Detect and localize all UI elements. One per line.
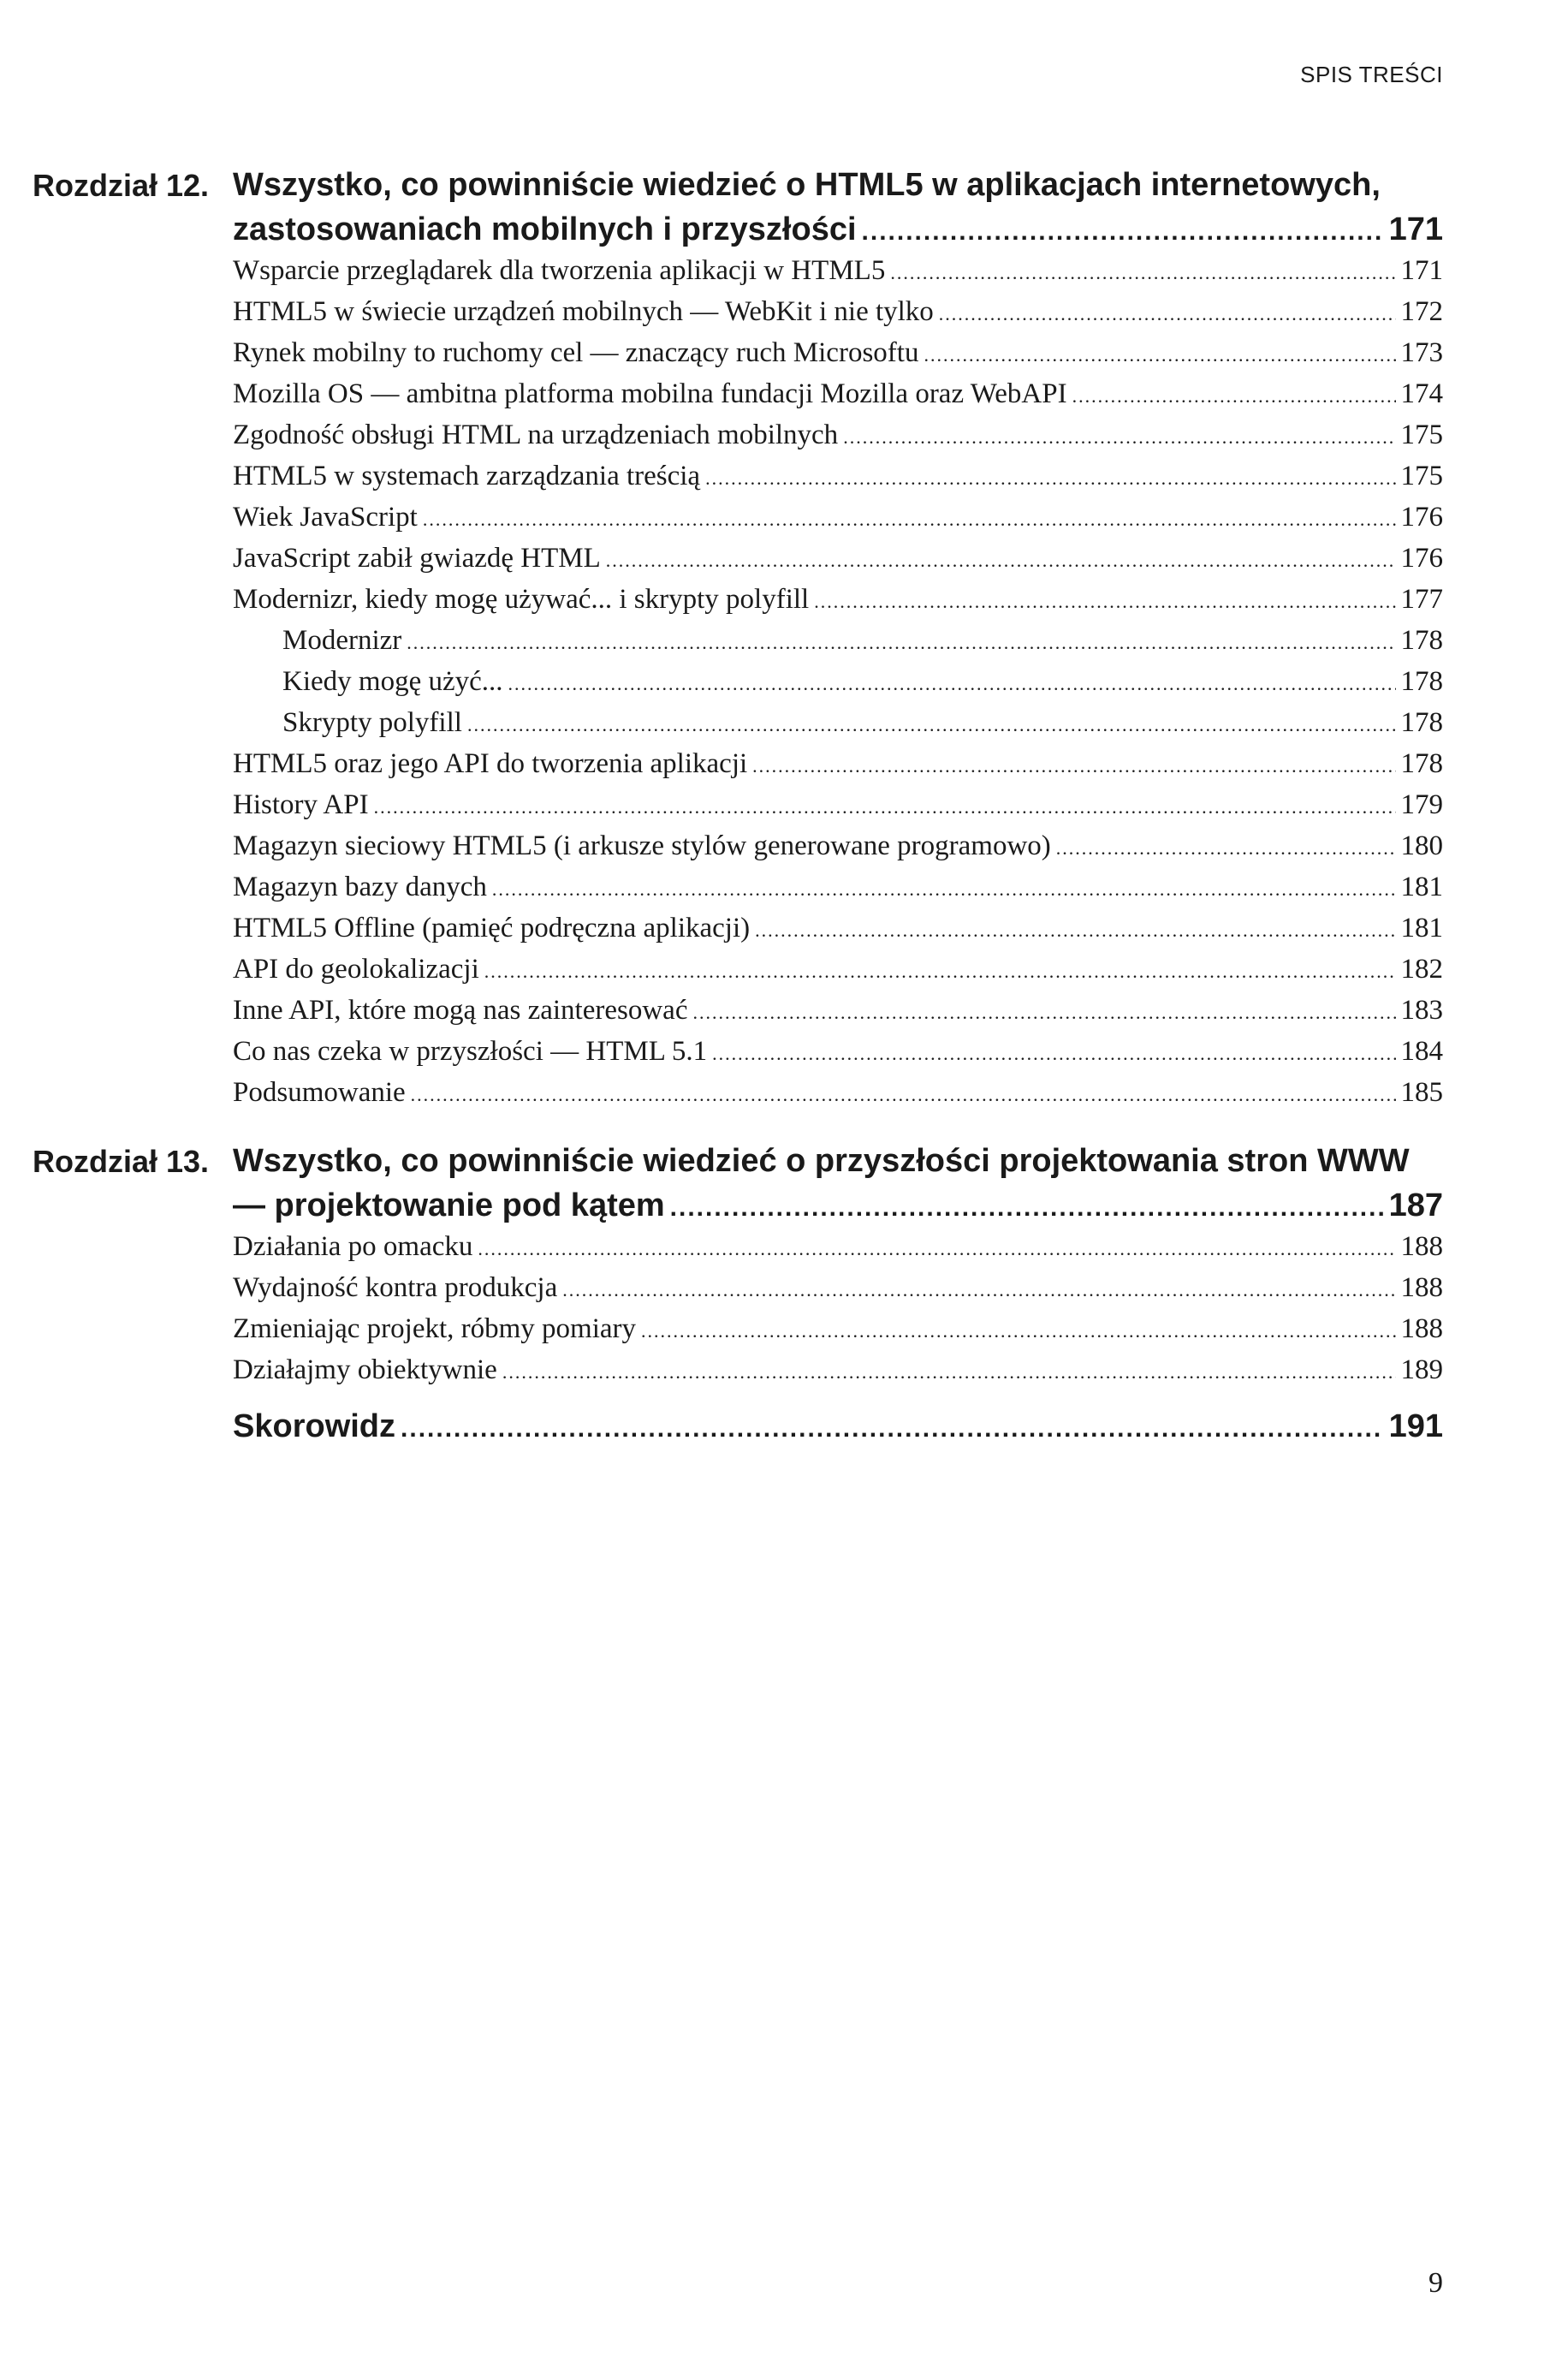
dot-leader bbox=[755, 910, 1395, 951]
chapter-title-line2 bbox=[233, 207, 1443, 254]
toc-entry bbox=[233, 1226, 1443, 1267]
entry-page: 178 bbox=[1400, 666, 1443, 697]
entry-text: Modernizr, kiedy mogę używać... i skrypty polyfill bbox=[233, 584, 810, 615]
entry-page: 172 bbox=[1400, 296, 1443, 327]
entry-page: 174 bbox=[1400, 378, 1443, 409]
entry-text: Mozilla OS — ambitna platforma mobilna fundacji Mozilla oraz WebAPI bbox=[233, 378, 1067, 409]
chapter-page: 171 bbox=[1388, 211, 1443, 247]
entry-text: Kiedy mogę użyć... bbox=[282, 666, 503, 697]
entry-text: Wydajność kontra produkcja bbox=[233, 1272, 558, 1303]
dot-leader bbox=[484, 951, 1396, 992]
entry-text: HTML5 Offline (pamięć podręczna aplikacji) bbox=[233, 913, 751, 943]
dot-leader bbox=[705, 458, 1395, 499]
dot-leader bbox=[670, 1186, 1384, 1230]
entry-page: 175 bbox=[1400, 420, 1443, 450]
entry-page: 188 bbox=[1400, 1313, 1443, 1344]
index-entry bbox=[233, 1404, 1443, 1451]
toc-subentry bbox=[233, 702, 1443, 743]
toc-subentry bbox=[233, 661, 1443, 702]
entry-text: Co nas czeka w przyszłości — HTML 5.1 bbox=[233, 1036, 708, 1067]
entry-page: 179 bbox=[1400, 789, 1443, 820]
toc-entry bbox=[233, 990, 1443, 1031]
entry-text: Wsparcie przeglądarek dla tworzenia aplikacji w HTML5 bbox=[233, 255, 886, 286]
entry-text: History API bbox=[233, 789, 369, 820]
dot-leader bbox=[562, 1270, 1395, 1311]
entry-text: HTML5 oraz jego API do tworzenia aplikacji bbox=[233, 748, 748, 779]
page-number: 9 bbox=[1428, 2267, 1443, 2299]
entry-text: JavaScript zabił gwiazdę HTML bbox=[233, 543, 601, 574]
index-page: 191 bbox=[1388, 1408, 1443, 1444]
dot-leader bbox=[606, 540, 1396, 581]
entry-page: 183 bbox=[1400, 995, 1443, 1026]
dot-leader bbox=[502, 1352, 1396, 1393]
dot-leader bbox=[712, 1033, 1395, 1074]
entry-text: HTML5 w świecie urządzeń mobilnych — WebKit i nie tylko bbox=[233, 296, 934, 327]
toc-entry bbox=[233, 579, 1443, 620]
toc-entry bbox=[233, 538, 1443, 579]
dot-leader bbox=[814, 581, 1395, 622]
dot-leader bbox=[924, 335, 1395, 376]
toc-subentry bbox=[233, 620, 1443, 661]
dot-leader bbox=[843, 417, 1395, 458]
entry-page: 176 bbox=[1400, 502, 1443, 533]
chapter-title-text: — projektowanie pod kątem bbox=[233, 1187, 665, 1223]
entry-text: Inne API, które mogą nas zainteresować bbox=[233, 995, 688, 1026]
entry-page: 180 bbox=[1400, 830, 1443, 861]
dot-leader bbox=[411, 1074, 1396, 1116]
chapter-label: Rozdział 12. bbox=[33, 168, 210, 203]
dot-leader bbox=[890, 253, 1395, 294]
entry-page: 182 bbox=[1400, 954, 1443, 985]
toc-entry bbox=[233, 908, 1443, 949]
toc-entry bbox=[233, 784, 1443, 825]
chapter-label: Rozdział 13. bbox=[33, 1144, 210, 1179]
toc-entry bbox=[233, 1349, 1443, 1390]
dot-leader bbox=[407, 622, 1395, 664]
chapter-title-line1: Wszystko, co powinniście wiedzieć o HTML5 w aplikacjach internetowych, bbox=[233, 167, 1381, 203]
entry-text: Podsumowanie bbox=[233, 1077, 406, 1108]
toc-entry bbox=[233, 497, 1443, 538]
chapter-12-entries bbox=[233, 250, 1443, 1113]
entry-page: 178 bbox=[1400, 748, 1443, 779]
toc-entry bbox=[233, 414, 1443, 455]
entry-text: Skrypty polyfill bbox=[282, 707, 462, 738]
dot-leader bbox=[641, 1311, 1395, 1352]
entry-text: Zmieniając projekt, róbmy pomiary bbox=[233, 1313, 637, 1344]
toc-entry bbox=[233, 1308, 1443, 1349]
dot-leader bbox=[1056, 828, 1396, 869]
entry-text: Zgodność obsługi HTML na urządzeniach mobilnych bbox=[233, 420, 839, 450]
entry-text: Magazyn sieciowy HTML5 (i arkusze stylów generowane programowo) bbox=[233, 830, 1051, 861]
entry-page: 171 bbox=[1400, 255, 1443, 286]
toc-entry bbox=[233, 250, 1443, 291]
toc-entry bbox=[233, 743, 1443, 784]
chapter-title-text: zastosowaniach mobilnych i przyszłości bbox=[233, 211, 857, 247]
toc-entry bbox=[233, 825, 1443, 866]
entry-page: 184 bbox=[1400, 1036, 1443, 1067]
toc-entry bbox=[233, 1267, 1443, 1308]
entry-page: 175 bbox=[1400, 461, 1443, 491]
toc-entry bbox=[233, 373, 1443, 414]
toc-entry bbox=[233, 332, 1443, 373]
running-head: SPIS TREŚCI bbox=[1300, 62, 1443, 87]
dot-leader bbox=[401, 1407, 1384, 1451]
entry-text: Działajmy obiektywnie bbox=[233, 1354, 497, 1385]
entry-page: 185 bbox=[1400, 1077, 1443, 1108]
toc-entry bbox=[233, 1031, 1443, 1072]
index-label: Skorowidz bbox=[233, 1408, 396, 1444]
entry-page: 178 bbox=[1400, 707, 1443, 738]
chapter-page: 187 bbox=[1388, 1187, 1443, 1223]
dot-leader bbox=[1072, 376, 1396, 417]
dot-leader bbox=[939, 294, 1396, 335]
dot-leader bbox=[752, 746, 1395, 787]
entry-page: 188 bbox=[1400, 1231, 1443, 1262]
entry-page: 189 bbox=[1400, 1354, 1443, 1385]
dot-leader bbox=[508, 664, 1396, 705]
chapter-13-entries bbox=[233, 1226, 1443, 1390]
chapter-title-line2 bbox=[233, 1183, 1443, 1230]
entry-page: 188 bbox=[1400, 1272, 1443, 1303]
dot-leader bbox=[692, 992, 1395, 1033]
entry-text: Działania po omacku bbox=[233, 1231, 473, 1262]
entry-text: Magazyn bazy danych bbox=[233, 872, 487, 902]
toc-entry bbox=[233, 455, 1443, 497]
entry-text: API do geolokalizacji bbox=[233, 954, 479, 985]
entry-text: Modernizr bbox=[282, 625, 402, 656]
chapter-title bbox=[233, 1139, 1443, 1230]
dot-leader bbox=[374, 787, 1396, 828]
dot-leader bbox=[478, 1229, 1395, 1270]
chapter-title-line1: Wszystko, co powinniście wiedzieć o przyszłości projektowania stron WWW bbox=[233, 1143, 1410, 1179]
entry-page: 173 bbox=[1400, 337, 1443, 368]
entry-page: 176 bbox=[1400, 543, 1443, 574]
toc-entry bbox=[233, 866, 1443, 908]
toc-entry bbox=[233, 291, 1443, 332]
dot-leader bbox=[423, 499, 1396, 540]
entry-text: HTML5 w systemach zarządzania treścią bbox=[233, 461, 701, 491]
toc-entry bbox=[233, 1072, 1443, 1113]
entry-page: 178 bbox=[1400, 625, 1443, 656]
entry-page: 181 bbox=[1400, 913, 1443, 943]
chapter-title bbox=[233, 163, 1443, 254]
dot-leader bbox=[862, 210, 1384, 254]
toc-entry bbox=[233, 949, 1443, 990]
dot-leader bbox=[467, 705, 1396, 746]
entry-text: Rynek mobilny to ruchomy cel — znaczący ruch Microsoftu bbox=[233, 337, 919, 368]
entry-text: Wiek JavaScript bbox=[233, 502, 418, 533]
dot-leader bbox=[492, 869, 1396, 910]
entry-page: 177 bbox=[1400, 584, 1443, 615]
entry-page: 181 bbox=[1400, 872, 1443, 902]
